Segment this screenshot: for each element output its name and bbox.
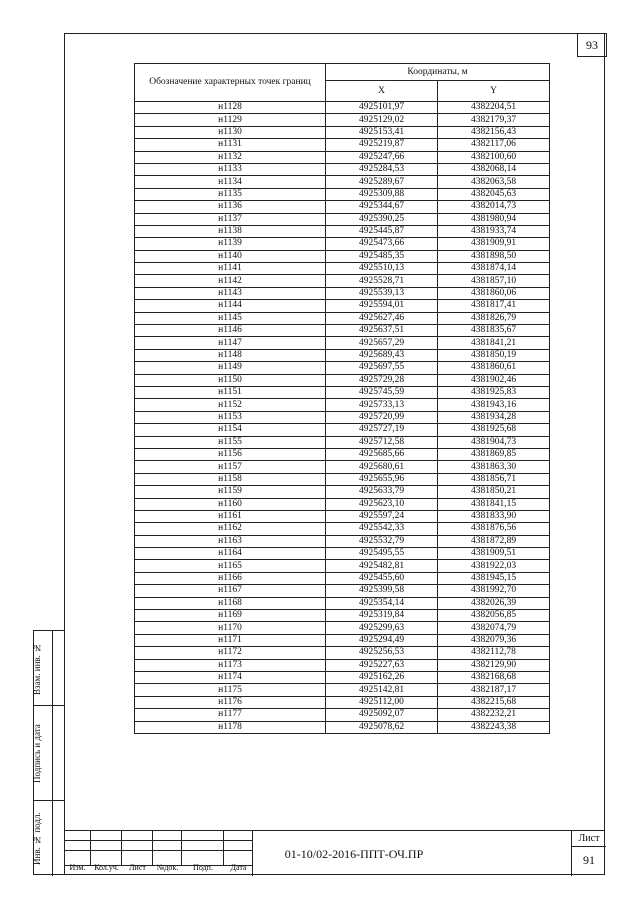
point-id-cell: н1167	[135, 585, 326, 597]
coord-y-cell: 4381934,28	[438, 411, 550, 423]
point-id-cell: н1164	[135, 548, 326, 560]
table-body	[135, 102, 550, 734]
coord-x-cell: 4925657,29	[326, 337, 438, 349]
coord-y-cell: 4381869,85	[438, 448, 550, 460]
coord-x-cell: 4925528,71	[326, 275, 438, 287]
point-id-cell: н1178	[135, 721, 326, 733]
coordinates-table	[134, 63, 550, 734]
point-id-cell: н1157	[135, 461, 326, 473]
sheet-number: 91	[583, 853, 595, 867]
point-id-cell: н1129	[135, 114, 326, 126]
coord-x-cell: 4925539,13	[326, 287, 438, 299]
point-id-cell: н1163	[135, 535, 326, 547]
table-row	[135, 238, 550, 250]
coord-y-cell: 4382232,21	[438, 709, 550, 721]
revision-cell	[91, 841, 122, 851]
coord-y-cell: 4381945,15	[438, 572, 550, 584]
revision-cell	[153, 841, 182, 851]
point-id-cell: н1152	[135, 399, 326, 411]
point-id-cell: н1177	[135, 709, 326, 721]
point-id-cell: н1131	[135, 139, 326, 151]
strip-signature-date	[34, 706, 65, 801]
coord-y-cell: 4381909,51	[438, 548, 550, 560]
point-id-cell: н1139	[135, 238, 326, 250]
point-id-cell: н1133	[135, 163, 326, 175]
point-id-cell: н1136	[135, 201, 326, 213]
coord-x-cell: 4925720,99	[326, 411, 438, 423]
table-row	[135, 201, 550, 213]
coord-x-cell: 4925309,88	[326, 188, 438, 200]
coord-y-cell: 4381874,14	[438, 263, 550, 275]
sheet-label: Лист	[578, 833, 600, 844]
point-id-cell: н1170	[135, 622, 326, 634]
coord-y-cell: 4382100,60	[438, 151, 550, 163]
coord-x-cell: 4925745,59	[326, 386, 438, 398]
table-row	[135, 176, 550, 188]
coord-y-cell: 4381925,83	[438, 386, 550, 398]
header-y: Y	[438, 81, 550, 102]
coord-y-cell: 4382026,39	[438, 597, 550, 609]
header-coordinates: Координаты, м	[326, 64, 550, 81]
coord-y-cell: 4381904,73	[438, 436, 550, 448]
table-row	[135, 250, 550, 262]
page-number: 93	[577, 33, 607, 57]
table-row	[135, 349, 550, 361]
coord-x-cell: 4925319,84	[326, 610, 438, 622]
table-row	[135, 225, 550, 237]
point-id-cell: н1168	[135, 597, 326, 609]
coord-y-cell: 4382068,14	[438, 163, 550, 175]
table-row	[135, 139, 550, 151]
coord-y-cell: 4381850,19	[438, 349, 550, 361]
point-id-cell: н1134	[135, 176, 326, 188]
table-row	[135, 399, 550, 411]
coord-x-cell: 4925542,33	[326, 523, 438, 535]
revision-cell	[64, 831, 91, 841]
revision-cell	[91, 831, 122, 841]
table-row	[135, 721, 550, 733]
point-id-cell: н1173	[135, 659, 326, 671]
coord-y-cell: 4381860,06	[438, 287, 550, 299]
table-row	[135, 572, 550, 584]
coord-x-cell: 4925655,96	[326, 473, 438, 485]
point-id-cell: н1162	[135, 523, 326, 535]
point-id-cell: н1161	[135, 510, 326, 522]
coord-y-cell: 4382156,43	[438, 126, 550, 138]
coord-x-cell: 4925495,55	[326, 548, 438, 560]
table-row	[135, 671, 550, 683]
point-id-cell: н1172	[135, 647, 326, 659]
sheet-box	[571, 831, 605, 876]
coord-x-cell: 4925455,60	[326, 572, 438, 584]
strip-inv-zam	[34, 631, 65, 706]
coord-y-cell: 4381933,74	[438, 225, 550, 237]
point-id-cell: н1156	[135, 448, 326, 460]
coord-x-cell: 4925247,66	[326, 151, 438, 163]
side-strip	[33, 630, 64, 875]
coord-x-cell: 4925729,28	[326, 374, 438, 386]
coord-y-cell: 4382045,63	[438, 188, 550, 200]
coord-y-cell: 4382056,85	[438, 610, 550, 622]
document-code: 01-10/02-2016-ППТ-ОЧ.ПР	[284, 847, 424, 861]
point-id-cell: н1149	[135, 362, 326, 374]
coord-y-cell: 4381902,46	[438, 374, 550, 386]
revision-cell	[122, 841, 153, 851]
col-ndok-label: №док.	[156, 863, 179, 872]
col-data-label: Дата	[230, 863, 247, 872]
coord-y-cell: 4381925,68	[438, 424, 550, 436]
table-row	[135, 634, 550, 646]
coord-x-cell: 4925594,01	[326, 300, 438, 312]
point-id-cell: н1175	[135, 684, 326, 696]
coord-y-cell: 4382112,78	[438, 647, 550, 659]
point-id-cell: н1140	[135, 250, 326, 262]
table-row	[135, 498, 550, 510]
table-row	[135, 102, 550, 114]
point-id-cell: н1174	[135, 671, 326, 683]
coord-y-cell: 4381992,70	[438, 585, 550, 597]
table-row	[135, 362, 550, 374]
coord-x-cell: 4925399,58	[326, 585, 438, 597]
point-id-cell: н1155	[135, 436, 326, 448]
point-id-cell: н1144	[135, 300, 326, 312]
table-row	[135, 647, 550, 659]
coord-x-cell: 4925256,53	[326, 647, 438, 659]
table-row	[135, 473, 550, 485]
coord-y-cell: 4382204,51	[438, 102, 550, 114]
coord-y-cell: 4382074,79	[438, 622, 550, 634]
coord-x-cell: 4925162,26	[326, 671, 438, 683]
coord-y-cell: 4382117,06	[438, 139, 550, 151]
coord-y-cell: 4381860,61	[438, 362, 550, 374]
coord-x-cell: 4925482,81	[326, 560, 438, 572]
table-row	[135, 424, 550, 436]
coord-y-cell: 4381898,50	[438, 250, 550, 262]
point-id-cell: н1154	[135, 424, 326, 436]
coord-y-cell: 4382079,36	[438, 634, 550, 646]
table-row	[135, 126, 550, 138]
point-id-cell: н1153	[135, 411, 326, 423]
point-id-cell: н1159	[135, 486, 326, 498]
coord-x-cell: 4925623,10	[326, 498, 438, 510]
coord-x-cell: 4925727,19	[326, 424, 438, 436]
coord-x-cell: 4925473,66	[326, 238, 438, 250]
coord-y-cell: 4381841,15	[438, 498, 550, 510]
coord-x-cell: 4925712,58	[326, 436, 438, 448]
point-id-cell: н1150	[135, 374, 326, 386]
table-row	[135, 163, 550, 175]
table-row	[135, 188, 550, 200]
table-row	[135, 213, 550, 225]
coord-x-cell: 4925299,63	[326, 622, 438, 634]
coord-y-cell: 4382179,37	[438, 114, 550, 126]
point-id-cell: н1176	[135, 696, 326, 708]
revision-cell	[122, 831, 153, 841]
coord-x-cell: 4925129,02	[326, 114, 438, 126]
coord-x-cell: 4925354,14	[326, 597, 438, 609]
table-row	[135, 448, 550, 460]
coord-x-cell: 4925092,07	[326, 709, 438, 721]
coord-y-cell: 4381943,16	[438, 399, 550, 411]
coord-x-cell: 4925344,67	[326, 201, 438, 213]
coord-x-cell: 4925142,81	[326, 684, 438, 696]
point-id-cell: н1160	[135, 498, 326, 510]
table-row	[135, 622, 550, 634]
point-id-cell: н1130	[135, 126, 326, 138]
coord-y-cell: 4381876,56	[438, 523, 550, 535]
header-points: Обозначение характерных точек границ	[135, 64, 326, 102]
coord-x-cell: 4925485,35	[326, 250, 438, 262]
point-id-cell: н1145	[135, 312, 326, 324]
coord-x-cell: 4925153,41	[326, 126, 438, 138]
strip-inv-podl-label: Инв. № подл.	[32, 812, 42, 865]
strip-inv-zam-label: Взам. инв. №	[32, 642, 42, 695]
point-id-cell: н1166	[135, 572, 326, 584]
table-row	[135, 151, 550, 163]
coord-y-cell: 4381826,79	[438, 312, 550, 324]
coord-y-cell: 4382129,90	[438, 659, 550, 671]
table-row	[135, 436, 550, 448]
table-row	[135, 684, 550, 696]
coord-y-cell: 4381856,71	[438, 473, 550, 485]
table-row	[135, 300, 550, 312]
table-row	[135, 523, 550, 535]
table-row	[135, 535, 550, 547]
revision-cell	[224, 841, 253, 851]
table-row	[135, 337, 550, 349]
coord-x-cell: 4925219,87	[326, 139, 438, 151]
coord-y-cell: 4381833,90	[438, 510, 550, 522]
col-kol-label: Кол.уч.	[94, 863, 119, 872]
coord-y-cell: 4381922,03	[438, 560, 550, 572]
coord-y-cell: 4381817,41	[438, 300, 550, 312]
coord-x-cell: 4925510,13	[326, 263, 438, 275]
point-id-cell: н1141	[135, 263, 326, 275]
strip-signature-date-label: Подпись и дата	[32, 724, 42, 783]
point-id-cell: н1142	[135, 275, 326, 287]
table-row	[135, 597, 550, 609]
coord-y-cell: 4381841,21	[438, 337, 550, 349]
coord-y-cell: 4381850,21	[438, 486, 550, 498]
point-id-cell: н1171	[135, 634, 326, 646]
strip-inv-podl	[34, 801, 65, 876]
title-block	[64, 830, 605, 875]
point-id-cell: н1169	[135, 610, 326, 622]
table-row	[135, 461, 550, 473]
coord-x-cell: 4925532,79	[326, 535, 438, 547]
coord-y-cell: 4381909,91	[438, 238, 550, 250]
table-row	[135, 287, 550, 299]
table-row	[135, 696, 550, 708]
coord-x-cell: 4925697,55	[326, 362, 438, 374]
point-id-cell: н1137	[135, 213, 326, 225]
coord-x-cell: 4925390,25	[326, 213, 438, 225]
coord-x-cell: 4925294,49	[326, 634, 438, 646]
col-podp-label: Подп.	[193, 863, 213, 872]
revision-cell	[182, 841, 224, 851]
header-x: X	[326, 81, 438, 102]
point-id-cell: н1165	[135, 560, 326, 572]
coord-y-cell: 4381863,30	[438, 461, 550, 473]
point-id-cell: н1148	[135, 349, 326, 361]
coord-y-cell: 4382187,17	[438, 684, 550, 696]
point-id-cell: н1138	[135, 225, 326, 237]
coord-y-cell: 4382168,68	[438, 671, 550, 683]
coord-x-cell: 4925078,62	[326, 721, 438, 733]
coord-x-cell: 4925597,24	[326, 510, 438, 522]
table-row	[135, 510, 550, 522]
table-row	[135, 548, 550, 560]
table-row	[135, 610, 550, 622]
coord-x-cell: 4925633,79	[326, 486, 438, 498]
point-id-cell: н1146	[135, 325, 326, 337]
point-id-cell: н1158	[135, 473, 326, 485]
table-row	[135, 312, 550, 324]
table-row	[135, 374, 550, 386]
point-id-cell: н1128	[135, 102, 326, 114]
coord-x-cell: 4925637,51	[326, 325, 438, 337]
revision-cell	[64, 841, 91, 851]
coord-y-cell: 4382215,68	[438, 696, 550, 708]
point-id-cell: н1151	[135, 386, 326, 398]
table-row	[135, 709, 550, 721]
col-list-label: Лист	[129, 863, 146, 872]
coord-x-cell: 4925689,43	[326, 349, 438, 361]
coord-y-cell: 4382243,38	[438, 721, 550, 733]
coord-x-cell: 4925733,13	[326, 399, 438, 411]
col-izm-label: Изм.	[69, 863, 86, 872]
coord-x-cell: 4925284,53	[326, 163, 438, 175]
table-row	[135, 386, 550, 398]
coord-x-cell: 4925627,46	[326, 312, 438, 324]
point-id-cell: н1132	[135, 151, 326, 163]
table-row	[135, 325, 550, 337]
revision-cell	[224, 831, 253, 841]
revision-cell	[182, 831, 224, 841]
coord-y-cell: 4382063,58	[438, 176, 550, 188]
coord-y-cell: 4382014,73	[438, 201, 550, 213]
coord-x-cell: 4925685,66	[326, 448, 438, 460]
table-row	[135, 659, 550, 671]
table-row	[135, 411, 550, 423]
table-row	[135, 560, 550, 572]
coord-x-cell: 4925289,67	[326, 176, 438, 188]
coord-y-cell: 4381872,89	[438, 535, 550, 547]
coord-y-cell: 4381857,10	[438, 275, 550, 287]
coord-x-cell: 4925227,63	[326, 659, 438, 671]
table-row	[135, 275, 550, 287]
point-id-cell: н1143	[135, 287, 326, 299]
revision-cell	[153, 831, 182, 841]
table-row	[135, 486, 550, 498]
coord-x-cell: 4925101,97	[326, 102, 438, 114]
coord-y-cell: 4381835,67	[438, 325, 550, 337]
table-row	[135, 585, 550, 597]
table-row	[135, 114, 550, 126]
point-id-cell: н1135	[135, 188, 326, 200]
point-id-cell: н1147	[135, 337, 326, 349]
coord-y-cell: 4381980,94	[438, 213, 550, 225]
table-row	[135, 263, 550, 275]
coord-x-cell: 4925680,61	[326, 461, 438, 473]
coord-x-cell: 4925112,00	[326, 696, 438, 708]
coord-x-cell: 4925445,87	[326, 225, 438, 237]
